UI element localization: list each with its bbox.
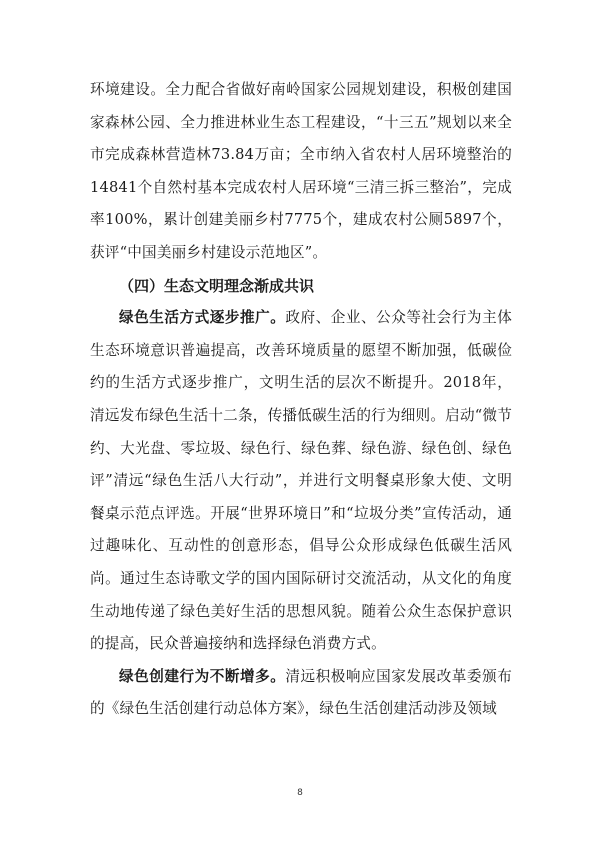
- paragraph-lead: 绿色生活方式逐步推广。: [119, 309, 286, 327]
- paragraph: [90, 302, 512, 661]
- page-number: 8: [297, 788, 303, 798]
- paragraph-lead: 绿色创建行为不断增多。: [119, 667, 286, 685]
- section-heading: （四）生态文明理念渐成共识: [119, 276, 315, 295]
- paragraph-text: 政府、企业、公众等社会行为主体生态环境意识普遍提高，改善环境质量的愿望不断加强，低碳俭约的生活方式逐步推广，文明生活的层次不断提升。2018年，清远发布绿色生活十二条，传播低碳生活的行为细则。启动“微节约、大光盘、零垃圾、绿色行、绿色葬、绿色游、绿色创、绿色评”清远“绿色生活八大行动”，并进行文明餐桌形象大使、文明餐桌示范点评选。开展“世界环境日”和“垃圾分类”宣传活动，通过趣味化、互动性的创意形态，倡导公众形成绿色低碳生活风尚。通过生态诗歌文学的国内国际研讨交流活动，从文化的角度生动地传递了绿色美好生活的思想风貌。随着公众生态保护意识的提高，民众普遍接纳和选择绿色消费方式。: [90, 309, 512, 653]
- paragraph: 环境建设。全力配合省做好南岭国家公园规划建设，积极创建国家森林公园、全力推进林业生态工程建设，“十三五”规划以来全市完成森林营造林73.84万亩；全市纳入省农村人居环境整治的14841个自然村基本完成农村人居环境“三清三拆三整治”，完成率100%，累计创建美丽乡村7775个，建成农村公厕5897个，获评“中国美丽乡村建设示范地区”。: [90, 81, 512, 261]
- paragraph: [90, 661, 512, 726]
- paragraph-text: 清远积极响应国家发展改革委颁布的《绿色生活创建行动总体方案》，绿色生活创建活动涉及领域: [90, 667, 512, 718]
- document-body: [90, 74, 512, 726]
